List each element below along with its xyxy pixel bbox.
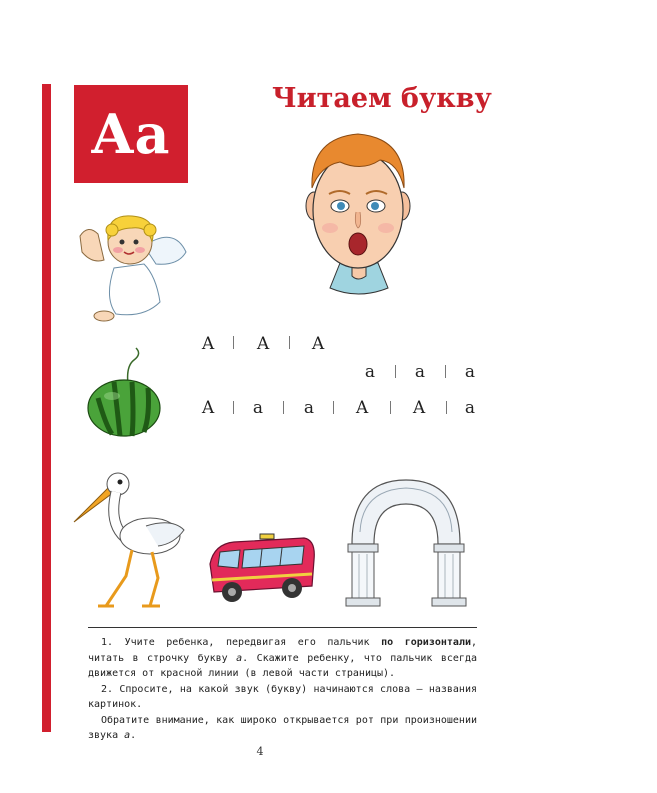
separator [333, 401, 334, 414]
notes-divider [88, 627, 477, 628]
notes-text [88, 635, 477, 744]
note-paragraph-2: 2. Спросите, на какой звук (букву) начинаются слова — названия картинок. [88, 683, 477, 710]
arch-icon [342, 474, 470, 608]
separator [233, 336, 234, 349]
letter: А [201, 398, 215, 418]
letter: А [412, 398, 426, 418]
separator [395, 365, 396, 378]
note-paragraph-3: Обратите внимание, как широко открывается рот при произношении звука а. [88, 714, 477, 741]
letter: а [464, 362, 476, 382]
page-title: Читаем букву [272, 83, 492, 114]
letter: а [414, 362, 426, 382]
separator [289, 336, 290, 349]
separator [283, 401, 284, 414]
letter: А [355, 398, 369, 418]
separator [445, 365, 446, 378]
letter-row-3 [0, 398, 657, 418]
letter-row-1 [0, 334, 657, 354]
stork-icon [72, 466, 188, 612]
letter: а [303, 398, 315, 418]
boy-face-icon [300, 128, 416, 300]
separator [446, 401, 447, 414]
separator [233, 401, 234, 414]
letter-row-2 [0, 362, 657, 382]
page-number: 4 [256, 745, 264, 758]
letter-box [74, 85, 188, 183]
letter: А [201, 334, 215, 354]
letter: А [256, 334, 270, 354]
bus-icon [204, 530, 320, 606]
letter: а [464, 398, 476, 418]
separator [390, 401, 391, 414]
note-paragraph-1: 1. Учите ребенка, передвигая его пальчик по горизонтали, читать в строчку букву а. Скажите ребенку, что пальчик всегда движется от красной линии (в левой части страницы). [88, 637, 477, 679]
angel-icon [74, 206, 192, 324]
letter-box-text: Aa [91, 102, 171, 166]
letter: а [364, 362, 376, 382]
letter: А [311, 334, 325, 354]
watermelon-icon [86, 346, 166, 438]
letter: а [252, 398, 264, 418]
